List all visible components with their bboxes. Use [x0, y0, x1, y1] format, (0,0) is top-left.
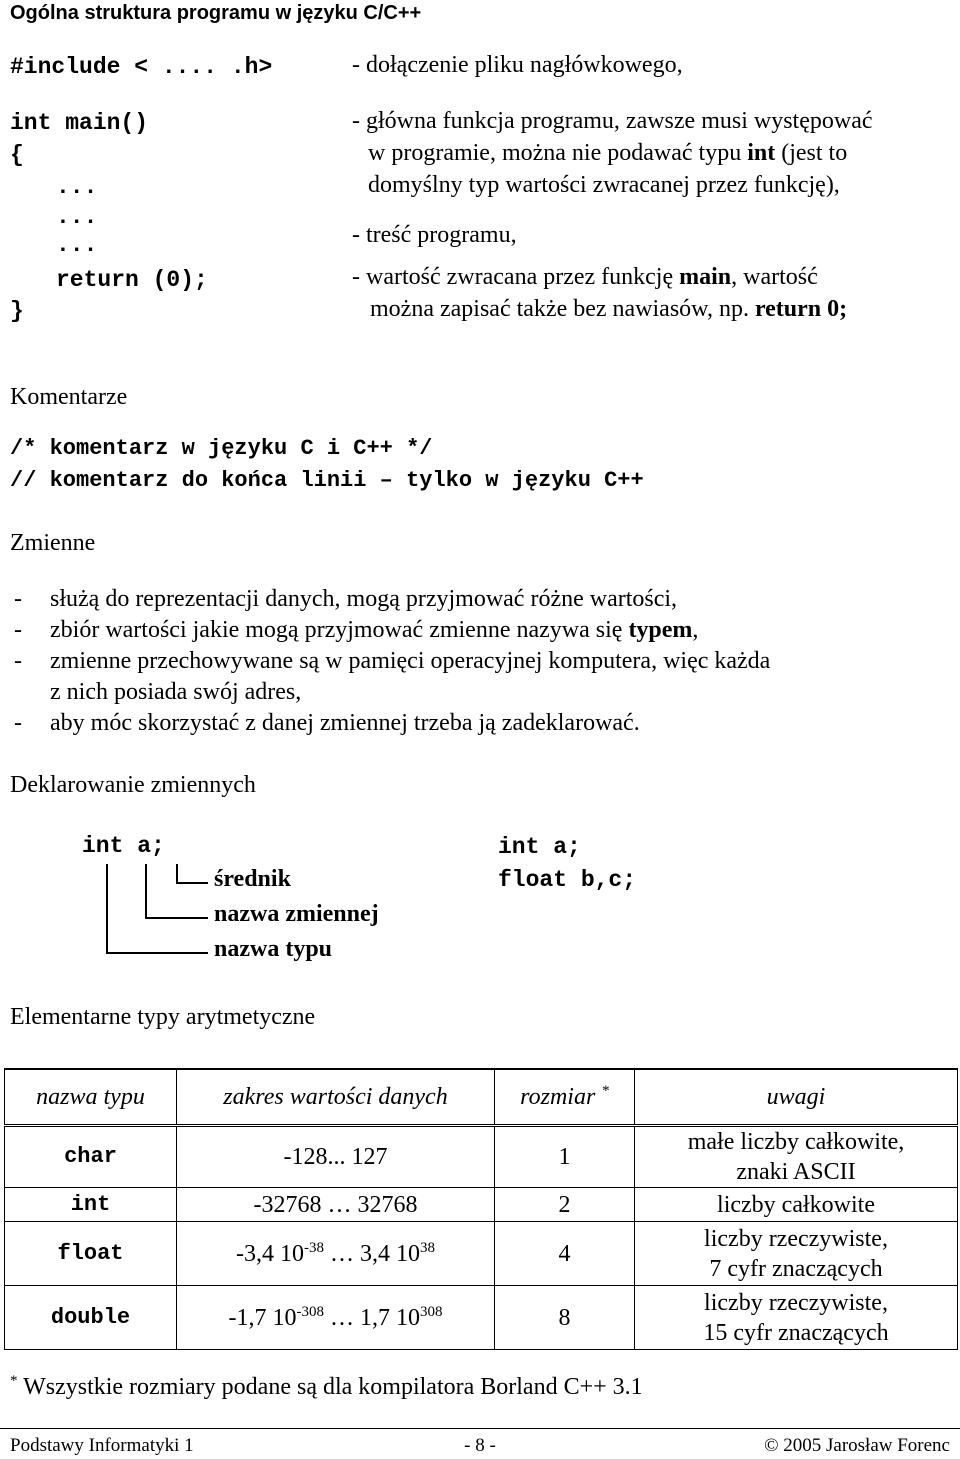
desc-main-3: domyślny typ wartości zwracanej przez funkcję), — [368, 172, 840, 198]
label-variable-name: nazwa zmiennej — [214, 901, 379, 927]
code-ellipsis-3: ... — [56, 232, 98, 258]
variables-item-3a: zmienne przechowywane są w pamięci operacyjnej komputera, więc każda — [50, 648, 771, 674]
page-heading: Ogólna struktura programu w języku C/C++ — [10, 2, 422, 24]
comment-line-example: // komentarz do końca linii – tylko w języku C++ — [10, 468, 644, 493]
type-notes: małe liczby całkowite, znaki ASCII — [635, 1126, 958, 1188]
bullet-dash-1: - — [14, 586, 22, 612]
types-heading: Elementarne typy arytmetyczne — [10, 1004, 316, 1030]
table-row — [5, 1286, 958, 1350]
declaration-heading: Deklarowanie zmiennych — [10, 772, 256, 798]
comments-heading: Komentarze — [10, 384, 128, 410]
declaration-right-2: float b,c; — [498, 867, 637, 893]
variables-item-4: aby móc skorzystać z danej zmiennej trzeba ją zadeklarować. — [50, 710, 640, 736]
type-size: 8 — [495, 1286, 635, 1350]
declaration-right-1: int a; — [498, 834, 581, 860]
bullet-dash-3: - — [14, 648, 22, 674]
variables-item-1: służą do reprezentacji danych, mogą przyjmować różne wartości, — [50, 586, 678, 612]
type-notes: liczby rzeczywiste, 15 cyfr znaczących — [635, 1286, 958, 1350]
footnote: * Wszystkie rozmiary podane są dla kompilatora Borland C++ 3.1 — [10, 1373, 643, 1400]
code-ellipsis-1: ... — [56, 174, 98, 200]
table-row — [5, 1126, 958, 1188]
desc-main-1: - główna funkcja programu, zawsze musi występować — [352, 108, 873, 134]
footer-page-number: - 8 - — [464, 1435, 496, 1456]
types-table — [4, 1068, 958, 1350]
code-ellipsis-2: ... — [56, 204, 98, 230]
variables-item-3b: z nich posiada swój adres, — [50, 679, 302, 705]
desc-return-2: można zapisać także bez nawiasów, np. return 0; — [370, 296, 848, 322]
type-size: 1 — [495, 1126, 635, 1188]
code-return: return (0); — [56, 267, 208, 293]
footer-divider — [0, 1428, 960, 1429]
type-name-float: float — [5, 1222, 177, 1286]
column-header-notes: uwagi — [635, 1069, 958, 1126]
desc-main-2: w programie, można nie podawać typu int (jest to — [368, 140, 848, 166]
type-range: -3,4 $10^{-38}$ … 3,4 $10^{38}$ — [177, 1222, 495, 1286]
code-open-brace: { — [10, 142, 24, 168]
table-row — [5, 1188, 958, 1222]
footer-course: Podstawy Informatyki 1 — [10, 1435, 194, 1456]
type-notes: liczby całkowite — [635, 1188, 958, 1222]
type-size: 2 — [495, 1188, 635, 1222]
type-name-double: double — [5, 1286, 177, 1350]
variables-item-2: zbiór wartości jakie mogą przyjmować zmienne nazywa się typem, — [50, 617, 699, 643]
code-close-brace: } — [10, 298, 24, 324]
bullet-dash-4: - — [14, 710, 22, 736]
table-row — [5, 1222, 958, 1286]
desc-include: - dołączenie pliku nagłówkowego, — [352, 52, 683, 78]
footer-copyright: © 2005 Jarosław Forenc — [764, 1435, 950, 1456]
type-name-int: int — [5, 1188, 177, 1222]
code-include: #include < .... .h> — [10, 54, 273, 80]
bullet-dash-2: - — [14, 617, 22, 643]
type-range: -32768 … 32768 — [177, 1188, 495, 1222]
type-size: 4 — [495, 1222, 635, 1286]
type-range: -1,7 $10^{-308}$ … 1,7 $10^{308}$ — [177, 1286, 495, 1350]
bracket-type-name — [106, 864, 208, 954]
column-header-range: zakres wartości danych — [177, 1069, 495, 1126]
table-header-row — [5, 1069, 958, 1126]
column-header-type: nazwa typu — [5, 1069, 177, 1126]
code-main: int main() — [10, 110, 149, 136]
declaration-example: int a; — [82, 833, 165, 859]
type-range: -128... 127 — [177, 1126, 495, 1188]
type-notes: liczby rzeczywiste, 7 cyfr znaczących — [635, 1222, 958, 1286]
desc-body: - treść programu, — [352, 222, 517, 248]
label-semicolon: średnik — [214, 866, 291, 892]
label-type-name: nazwa typu — [214, 936, 333, 962]
desc-return-1: - wartość zwracana przez funkcję main, wartość — [352, 264, 818, 290]
column-header-size: rozmiar * — [495, 1069, 635, 1126]
comment-block-example: /* komentarz w języku C i C++ */ — [10, 436, 433, 461]
type-name-char: char — [5, 1126, 177, 1188]
variables-heading: Zmienne — [10, 530, 96, 556]
